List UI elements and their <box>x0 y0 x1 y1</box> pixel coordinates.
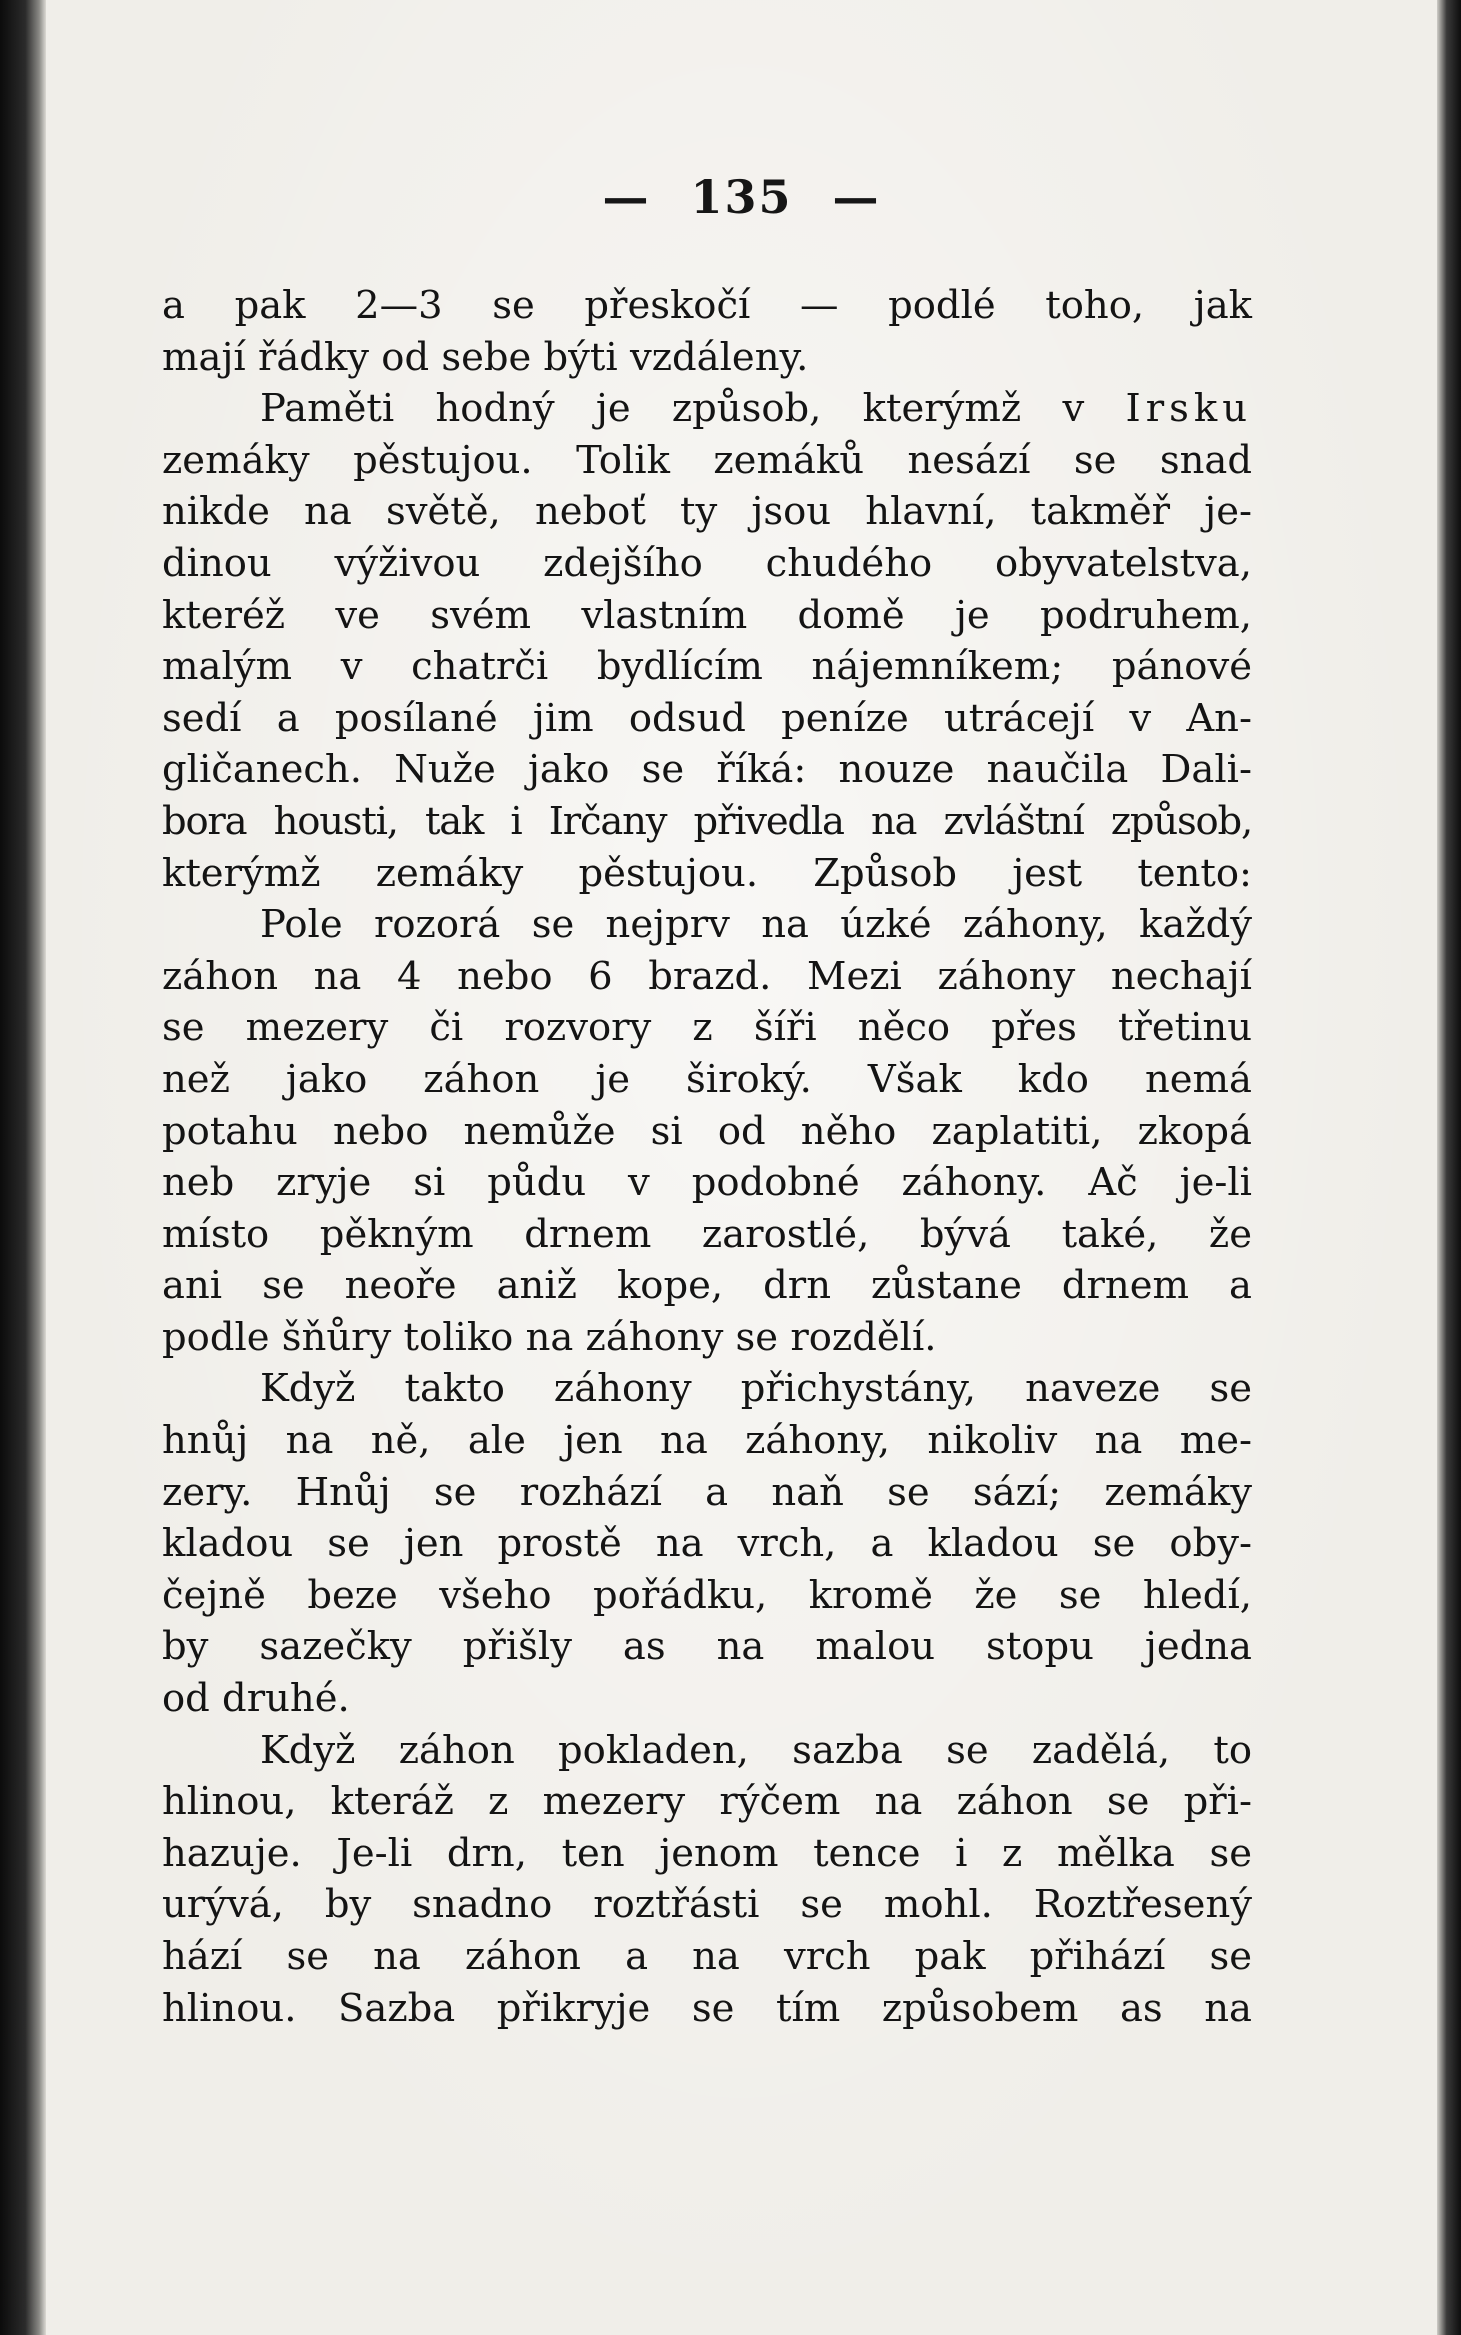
text-line: zemáky pěstujou. Tolik zemáků nesází se snad <box>162 437 1252 483</box>
text-line: ani se neoře aniž kope, drn zůstane drnem a <box>162 1263 1252 1309</box>
text-line: Když takto záhony přichystány, naveze se <box>260 1366 1252 1412</box>
text-line: urývá, by snadno roztřásti se mohl. Roztřesený <box>162 1882 1252 1928</box>
text-line: podle šňůry toliko na záhony se rozdělí. <box>162 1314 937 1360</box>
text-line: hnůj na ně, ale jen na záhony, nikoliv na me- <box>162 1418 1252 1464</box>
header-dash-left: — <box>602 170 651 224</box>
text-line: hází se na záhon a na vrch pak přihází se <box>162 1934 1252 1979</box>
text-line: sedí a posílané jim odsud peníze utrácejí v An- <box>162 695 1252 741</box>
text-line: záhon na 4 nebo 6 brazd. Mezi záhony nechají <box>162 953 1252 999</box>
text-line: potahu nebo nemůže si od něho zaplatiti, zkopá <box>162 1108 1252 1154</box>
text-line: Když záhon pokladen, sazba se zadělá, to <box>260 1727 1252 1773</box>
text-line: hazuje. Je-li drn, ten jenom tence i z mělka se <box>162 1830 1252 1876</box>
text-line: bora housti, tak i Irčany přivedla na zvláštní způsob, <box>162 798 1252 844</box>
body-text <box>162 280 1252 2034</box>
text-line: než jako záhon je široký. Však kdo nemá <box>162 1056 1252 1102</box>
text-line: hlinou. Sazba přikryje se tím způsobem as na <box>162 1985 1252 2031</box>
text-line <box>162 383 1252 435</box>
text-line: malým v chatrči bydlícím nájemníkem; pánové <box>162 644 1252 690</box>
text-line: a pak 2—3 se přeskočí — podlé toho, jak <box>162 283 1252 328</box>
text-line: se mezery či rozvory z šíři něco přes třetinu <box>162 1005 1252 1051</box>
text-line: kteréž ve svém vlastním domě je podruhem, <box>162 592 1252 638</box>
text-line: neb zryje si půdu v podobné záhony. Ač je-li <box>162 1160 1252 1206</box>
book-page <box>46 0 1437 2335</box>
text-line: dinou výživou zdejšího chudého obyvatelstva, <box>162 540 1252 586</box>
text-line: kterýmž zemáky pěstujou. Způsob jest tento: <box>162 850 1252 896</box>
text-line: místo pěkným drnem zarostlé, bývá také, že <box>162 1211 1252 1257</box>
header-dash-right: — <box>832 170 881 224</box>
page-edge-shadow <box>1437 0 1461 2335</box>
text-line: kladou se jen prostě na vrch, a kladou se oby- <box>162 1521 1252 1567</box>
page-header <box>46 170 1437 224</box>
text-line: Pole rozorá se nejprv na úzké záhony, každý <box>260 902 1252 948</box>
text-line: nikde na světě, neboť ty jsou hlavní, takměř je- <box>162 489 1252 535</box>
page-number: 135 <box>690 170 793 224</box>
text-line: by sazečky přišly as na malou stopu jedna <box>162 1624 1252 1670</box>
emphasized-word-irsku: Irsku <box>1125 386 1252 432</box>
book-spine-shadow <box>0 0 46 2335</box>
text-line: hlinou, kteráž z mezery rýčem na záhon se při- <box>162 1779 1252 1825</box>
text-line: gličanech. Nuže jako se říká: nouze naučila Dali- <box>162 747 1252 793</box>
text-line: čejně beze všeho pořádku, kromě že se hledí, <box>162 1572 1252 1618</box>
text-line: mají řádky od sebe býti vzdáleny. <box>162 334 809 380</box>
text-line: zery. Hnůj se rozhází a naň se sází; zemáky <box>162 1469 1252 1515</box>
text-line-part: Paměti hodný je způsob, kterýmž v <box>260 386 1126 432</box>
text-line: od druhé. <box>162 1676 350 1722</box>
